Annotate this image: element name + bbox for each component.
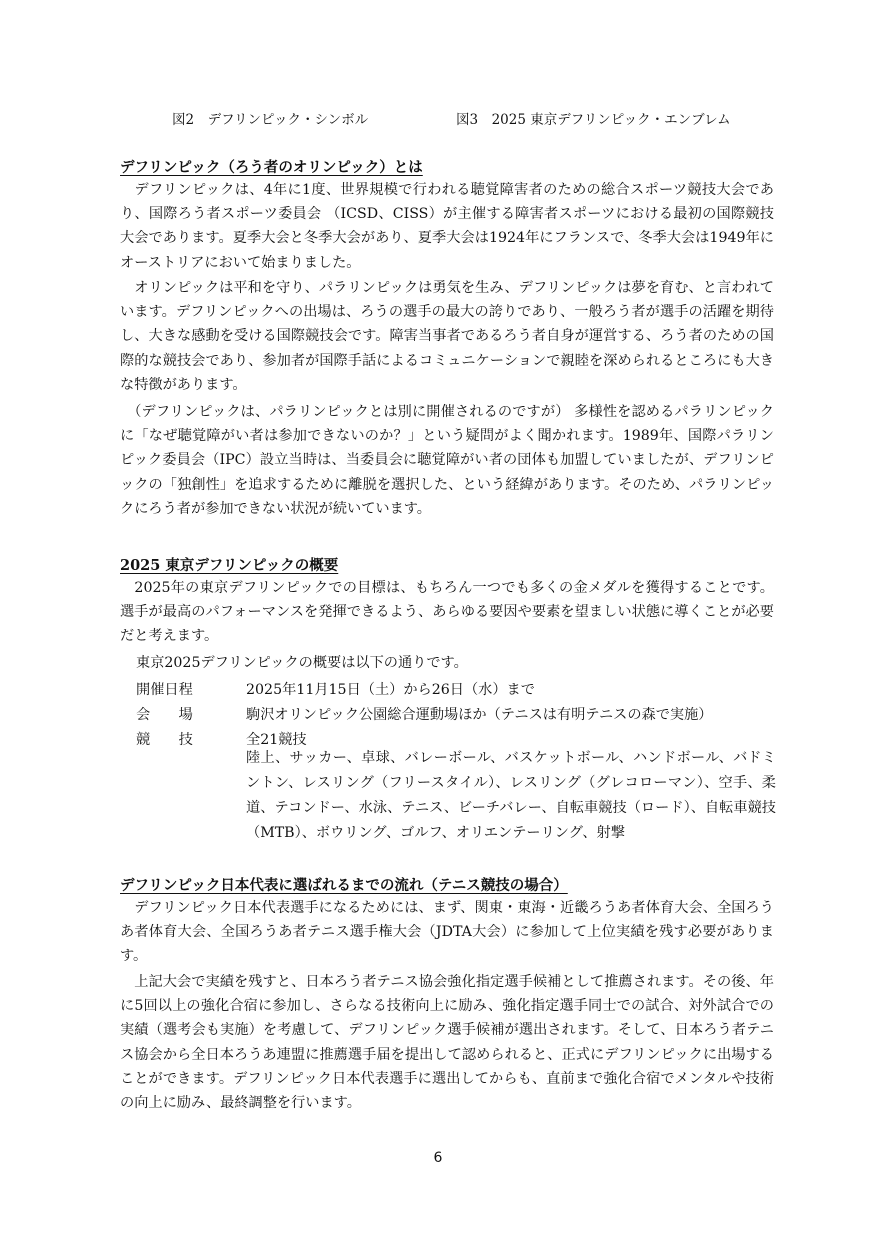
- section3-paragraph-2: 上記大会で実績を残すと、日本ろう者テニス協会強化指定選手候補として推薦されます。その後、年に5回以上の強化合宿に参加し、さらなる技術向上に励み、強化指定選手同士での試合、対外試合での実績（選考会も実施）を考慮して、デフリンピック選手候補が選出されます。そして、日本ろう者テニス協会から全日本ろうあ連盟に推薦選手届を提出して認められると、正式にデフリンピックに出場することができます。デフリンピック日本代表選手に選出してからも、直前まで強化合宿でメンタルや技術の向上に励み、最終調整を行います。: [120, 974, 774, 1112]
- venue-value: 駒沢オリンピック公園総合運動場ほか（テニスは有明テニスの森で実施）: [246, 707, 713, 723]
- section3-paragraph-1: デフリンピック日本代表選手になるためには、まず、関東・東海・近畿ろうあ者体育大会、全国ろうあ者体育大会、全国ろうあ者テニス選手権大会（JDTA大会）に参加して上位実績を残す必要があります。: [120, 900, 774, 965]
- section1-paragraph-2: オリンピックは平和を守り、パラリンピックは勇気を生み、デフリンピックは夢を育む、と言われています。デフリンピックへの出場は、ろうの選手の最大の誇りであり、一般ろう者が選手の活躍を期待し、大きな感動を受ける国際競技会です。障害当事者であるろう者自身が運営する、ろう者のための国際的な競技会であり、参加者が国際手話によるコミュニケーションで親睦を深められるところにも大きな特徴があります。: [120, 280, 774, 393]
- section-heading-tokyo-2025: 2025 東京デフリンピックの概要: [120, 557, 339, 574]
- sports-label: 競 技: [136, 732, 193, 748]
- section-heading-selection-flow: デフリンピック日本代表に選ばれるまでの流れ（テニス競技の場合）: [120, 877, 568, 894]
- sports-list: 陸上、サッカー、卓球、バレーボール、バスケットボール、ハンドボール、バドミントン、レスリング（フリースタイル）、レスリング（グレコローマン）、空手、柔道、テコンドー、水泳、テニス、ビーチバレー、自転車競技（ロード）、自転車競技（MTB）、ボウリング、ゴルフ、オリエンテーリング、射撃: [246, 750, 776, 841]
- venue-label: 会 場: [136, 707, 193, 723]
- page-number: 6: [433, 1150, 443, 1166]
- figure-2-caption: 図2 デフリンピック・シンボル: [172, 112, 369, 128]
- date-value: 2025年11月15日（土）から26日（水）まで: [246, 682, 535, 698]
- sports-count: 全21競技: [246, 732, 307, 748]
- section2-paragraph-1: 2025年の東京デフリンピックでの目標は、もちろん一つでも多くの金メダルを獲得することです。選手が最高のパフォーマンスを発揮できるよう、あらゆる要因や要素を望ましい状態に導くことが必要だと考えます。: [120, 580, 774, 645]
- section1-paragraph-1: デフリンピックは、4年に1度、世界規模で行われる聴覚障害者のための総合スポーツ競技大会であり、国際ろう者スポーツ委員会 （ICSD、CISS）が主催する障害者スポーツにおける最初の国際競技大会であります。夏季大会と冬季大会があり、夏季大会は1924年にフランスで、冬季大会は1949年にオーストリアにおいて始まりました。: [120, 182, 774, 271]
- section-heading-deaflympics: デフリンピック（ろう者のオリンピック）とは: [120, 159, 423, 176]
- figure-3-caption: 図3 2025 東京デフリンピック・エンブレム: [456, 112, 731, 128]
- overview-intro: 東京2025デフリンピックの概要は以下の通りです。: [136, 655, 468, 671]
- section1-paragraph-3: （デフリンピックは、パラリンピックとは別に開催されるのですが） 多様性を認めるパラリンピックに「なぜ聴覚障がい者は参加できないのか？」という疑問がよく聞かれます。1989年、国際パラリンピック委員会（IPC）設立当時は、当委員会に聴覚障がい者の団体も加盟していましたが、デフリンピックの「独創性」を追求するために離脱を選択した、という経緯があります。そのため、パラリンピックにろう者が参加できない状況が続いています。: [120, 404, 774, 517]
- date-label: 開催日程: [136, 682, 193, 698]
